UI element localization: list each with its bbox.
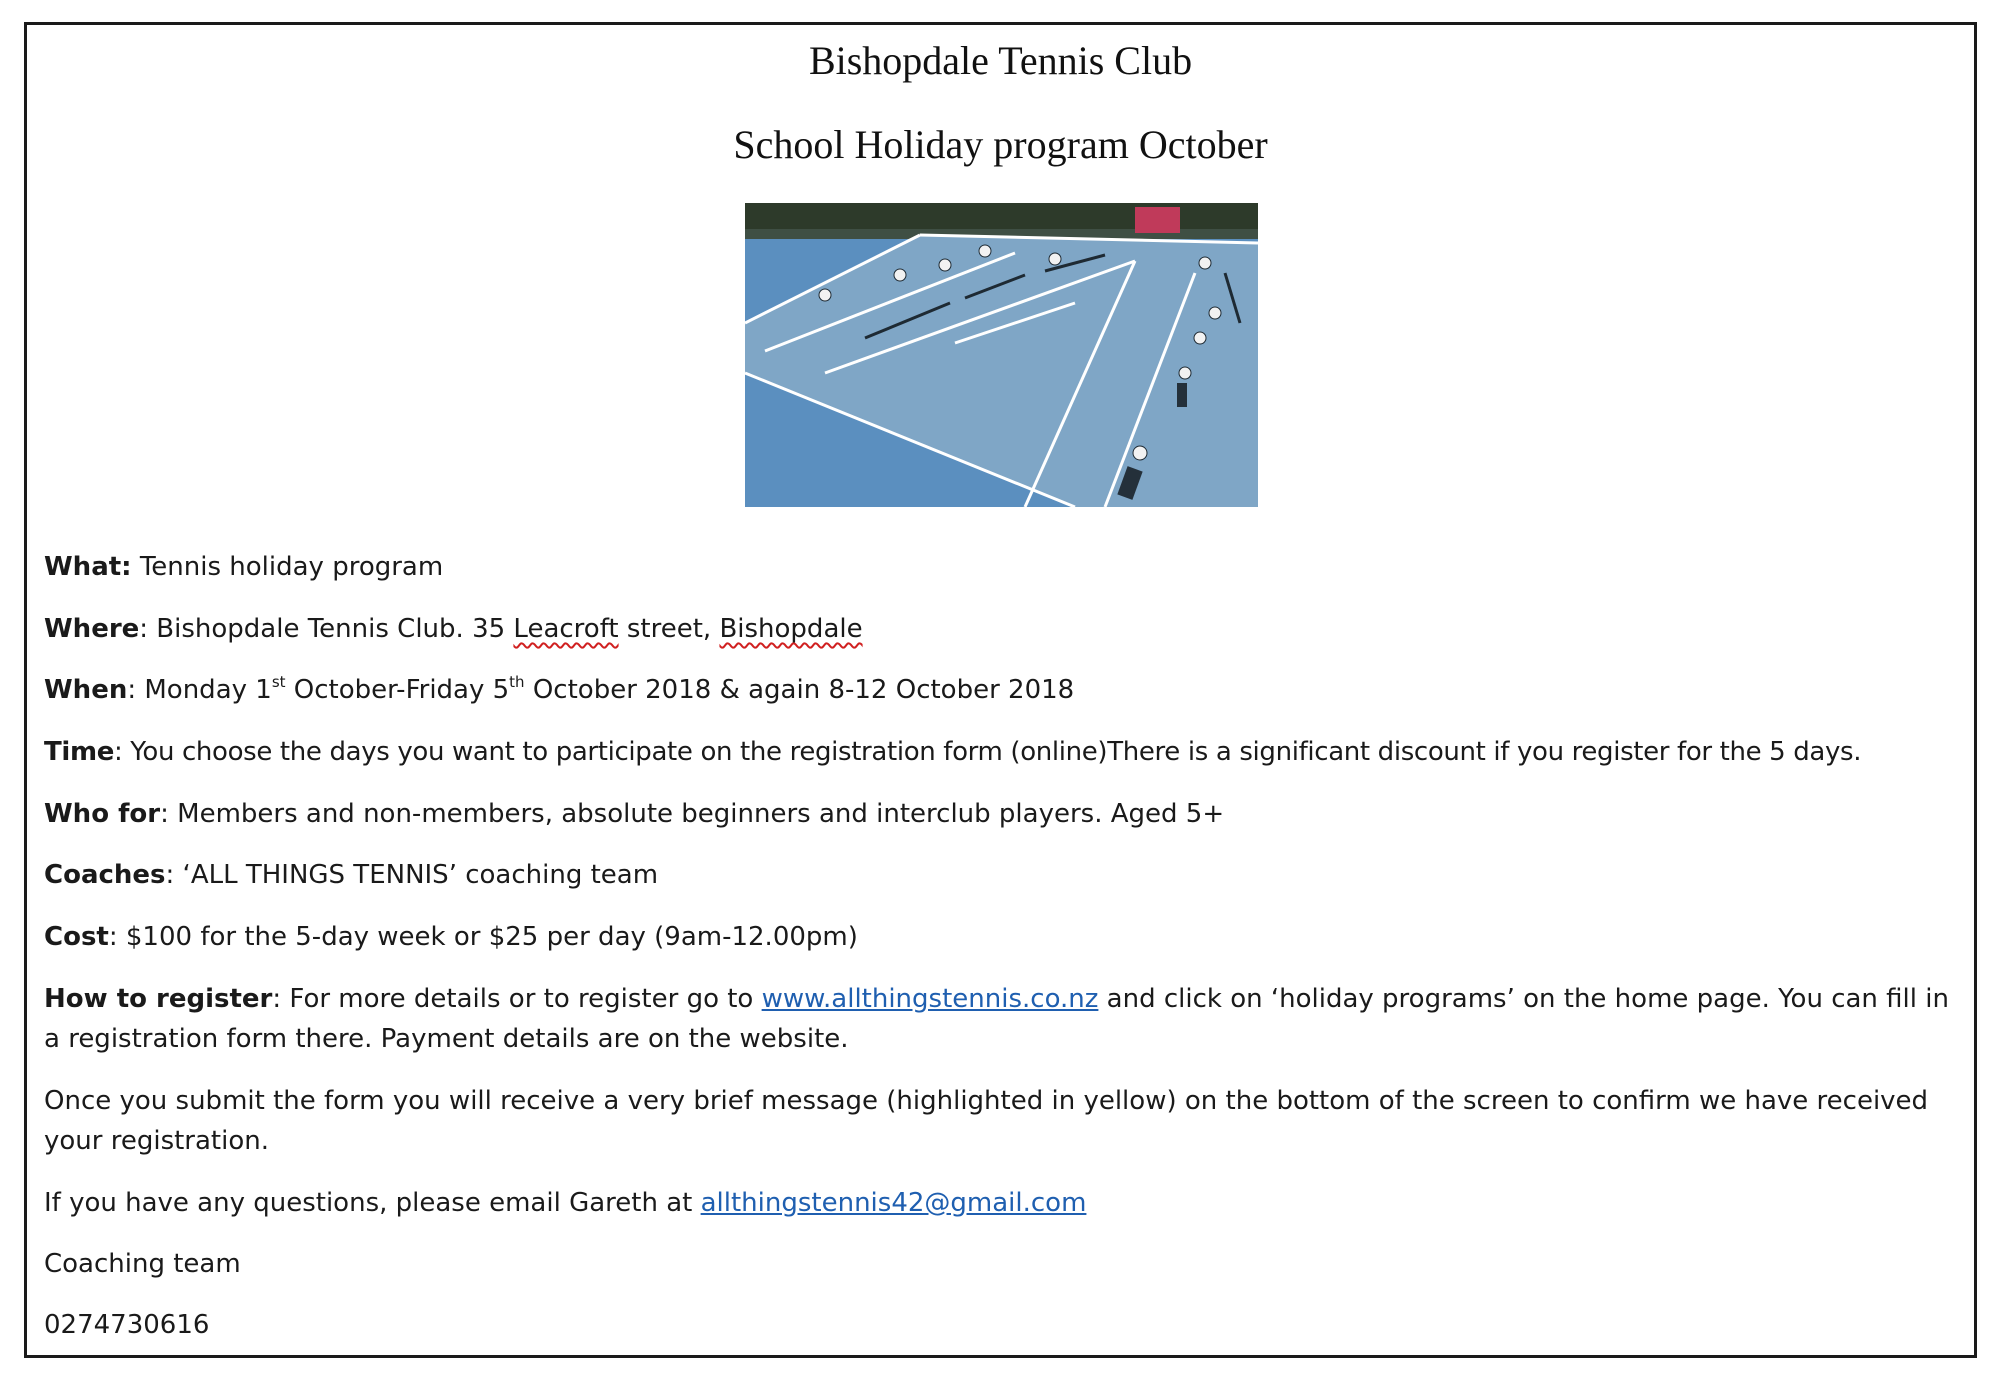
questions-paragraph: If you have any questions, please email Gareth at allthingstennis42@gmail.com [44,1188,1087,1218]
tennis-court-illustration [745,203,1258,507]
website-link[interactable]: www.allthingstennis.co.nz [761,984,1099,1014]
where-paragraph: Where: Bishopdale Tennis Club. 35 Leacroft street, Bishopdale [44,614,863,644]
document-title: Bishopdale Tennis Club [808,38,1193,83]
email-link[interactable]: allthingstennis42@gmail.com [700,1188,1087,1218]
signoff-text: Coaching team [44,1249,241,1279]
what-paragraph: What: Tennis holiday program [44,552,444,582]
phone-number: 0274730616 [44,1310,210,1340]
how-to-register-paragraph: How to register: For more details or to register go to www.allthingstennis.co.nz and click on ‘holiday programs’ on the home page. You can fill in a registration form there. Payment details are on the website. [44,984,1949,1054]
who-for-paragraph: Who for: Members and non-members, absolute beginners and interclub players. Aged 5+ [44,799,1225,829]
submit-confirmation-paragraph: Once you submit the form you will receive a very brief message (highlighted in yellow) on the bottom of the screen to confirm we have received your registration. [44,1086,1929,1156]
when-paragraph: When: Monday 1st October-Friday 5th October 2018 & again 8-12 October 2018 [44,673,1075,705]
tennis-court-photo [745,203,1258,507]
coaches-paragraph: Coaches: ‘ALL THINGS TENNIS’ coaching team [44,860,659,890]
document-subtitle: School Holiday program October [733,122,1268,167]
document-frame [24,22,1977,1358]
cost-paragraph: Cost: $100 for the 5-day week or $25 per day (9am-12.00pm) [44,922,858,952]
time-paragraph: Time: You choose the days you want to participate on the registration form (online)There is a significant discount if you register for the 5 days. [44,737,1862,767]
